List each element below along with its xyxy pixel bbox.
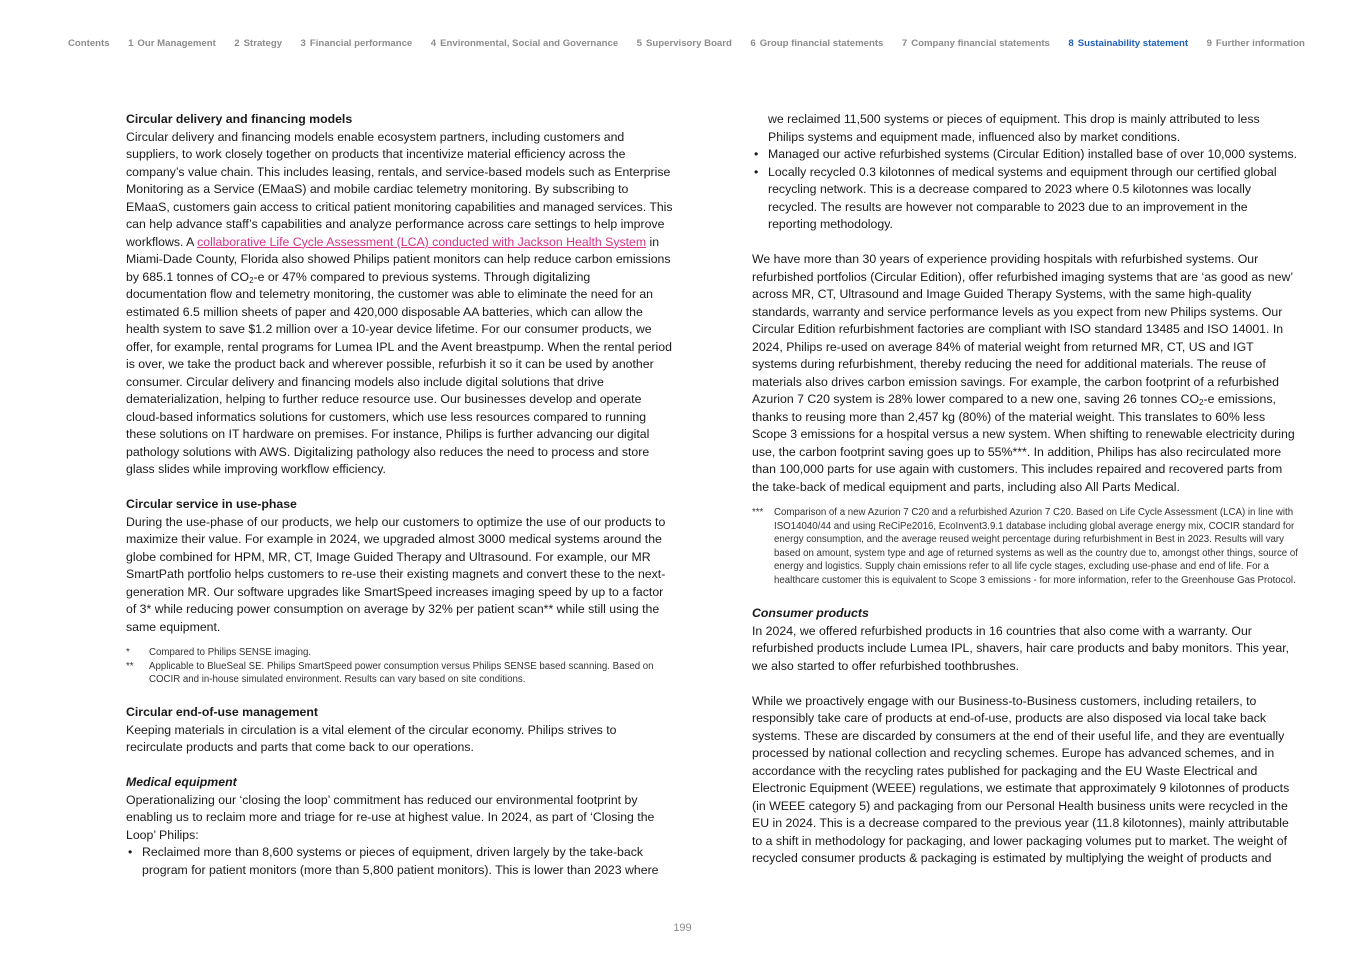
nav-label: Further information <box>1215 38 1305 49</box>
footnote <box>126 660 674 687</box>
heading-end-of-use: Circular end-of-use management <box>126 705 319 720</box>
right-column <box>752 111 1298 868</box>
nav-label: Supervisory Board <box>646 38 732 49</box>
nav-contents[interactable]: Contents <box>68 38 110 49</box>
nav-sustainability-statement[interactable] <box>1068 38 1188 49</box>
footnote <box>126 646 674 660</box>
subscript: 2 <box>249 275 254 285</box>
list-item: • Managed our active refurbished systems (Circular Edition) installed base of over 10,000 systems. <box>752 146 1298 164</box>
text-segment: -e or 47% compared to previous systems. Through digitalizing documentation flow and telemetry monitoring, the customer was able to eliminate the need for an estimated 6.5 million sheets of paper and 420,000 disposable AA batteries, which can allow the health system to save $1.2 million over a 10-year device lifetime. For our consumer products, we offer, for example, rental programs for Lumea IPL and the Avent breastpump. When the rental period is over, we take the product back and wherever possible, refurbish it so it can be used by another consumer. Circular delivery and financing models also include digital solutions that drive dematerialization, helping to further reduce resource use. Our businesses develop and operate cloud-based informatics solutions for customers, which use less resources compared to running these solutions on IT hardware on premises. For instance, Philips is further advancing our digital pathology solutions with AWS. Digitalizing pathology also reduces the need to process and store glass slides while improving workflow efficiency. <box>126 269 672 476</box>
heading-circular-delivery: Circular delivery and financing models <box>126 112 353 126</box>
nav-company-financial-statements[interactable] <box>902 38 1050 49</box>
text-segment: We have more than 30 years of experience providing hospitals with refurbished systems. Our refurbished portfolios (Circular Edition), offer refurbished imaging systems that are ‘as good as new’ across MR, CT, Ultrasound and Image Guided Therapy Systems, with the same high-quality standards, warranty and service performance levels as you expect from new Philips systems. Our Circular Edition refurbishment factories are compliant with ISO standard 13485 and ISO 14001. In 2024, Philips re-used on average 84% of material weight from returned MR, CT, US and IGT systems during refurbishment, thereby reducing the need for additional materials. The reuse of materials also drives carbon emission savings. For example, the carbon footprint of a refurbished Azurion 7 C20 system is 28% lower compared to a new one, saving 26 tonnes CO <box>752 252 1293 406</box>
nav-number: 6 <box>750 38 756 49</box>
subscript: 2 <box>1199 398 1204 407</box>
left-column <box>126 111 674 879</box>
paragraph-medical-equipment: Operationalizing our ‘closing the loop’ commitment has reduced our environmental footprint by enabling us to reclaim more and triage for re-use at highest value. In 2024, as part of ‘Closing the Loop’ Philips: <box>126 792 655 842</box>
text-segment: Circular delivery and financing models enable ecosystem partners, including customers and suppliers, to work closely together on products that incentivize material efficiency across the company’s value chain. This includes leasing, rentals, and service-based models such as Enterprise Monitoring as a Service (EMaaS) and mobile cardiac telemetry monitoring. By subscribing to EMaaS, customers gain access to critical patient monitoring capabilities and managed services. This can help advance staff’s capabilities and analyze performance across care settings to help improve workflows. A <box>126 129 673 249</box>
nav-label: Our Management <box>137 38 216 49</box>
paragraph-consumer-recycling: While we proactively engage with our Business-to-Business customers, including retailers, to responsibly take care of products at end-of-use, products are also disposed via local take back systems. These are discarded by consumers at the end of their useful life, and they are eventually processed by national collection and recycling schemes. Europe has advanced schemes, and in accordance with the recycling rates published for packaging and the EU Waste Electrical and Electronic Equipment (WEEE) regulations, we estimate that approximately 9 kilotonnes of products (in WEEE category 5) and packaging from our Personal Health business units were recycled in the EU in 2024. This is a decrease compared to the previous year (11.8 kilotonnes), mainly attributable to a shift in methodology for packaging, and lower packaging volumes put to market. The weight of recycled consumer products & packaging is estimated by multiplying the weight of products and <box>752 693 1290 866</box>
paragraph-consumer-refurbished: In 2024, we offered refurbished products in 16 countries that also come with a warranty. Our refurbished products include Lumea IPL, shavers, hair care products and baby monitors. This year, we also started to offer refurbished toothbrushes. <box>752 623 1290 673</box>
nav-label: Company financial statements <box>911 38 1050 49</box>
top-navigation <box>68 38 1345 49</box>
heading-medical-equipment: Medical equipment <box>126 775 237 790</box>
closing-loop-list-continued <box>752 146 1298 234</box>
nav-further-information[interactable] <box>1207 38 1305 49</box>
footnote-mark: *** <box>752 507 764 518</box>
nav-strategy[interactable] <box>234 38 282 49</box>
nav-number: 7 <box>901 38 908 49</box>
heading-circular-service: Circular service in use-phase <box>126 497 297 511</box>
nav-financial-performance[interactable] <box>301 38 413 49</box>
text-segment: -e emissions, thanks to reusing more than 2,457 kg (80%) of the material weight. This translates to 60% less Scope 3 emissions for a hospital versus a new system. When shifting to renewable electricity during use, the carbon footprint saving goes up to 55%***. In addition, Philips has also recirculated more than 100,000 parts for use again with customers. This includes repaired and recovered parts from the take-back of medical equipment and parts, including also All Parts Medical. <box>752 392 1295 494</box>
nav-label: Financial performance <box>309 38 413 49</box>
closing-loop-list <box>126 844 674 879</box>
nav-esg[interactable] <box>431 38 618 49</box>
nav-number: 8 <box>1068 38 1074 49</box>
nav-label: Strategy <box>243 38 283 49</box>
lca-jackson-health-link[interactable]: collaborative Life Cycle Assessment (LCA) conducted with Jackson Health System <box>197 234 647 249</box>
nav-number: 2 <box>234 38 240 49</box>
footnote-text: Comparison of a new Azurion 7 C20 and a refurbished Azurion 7 C20. Based on Life Cycle Assessment (LCA) in line with ISO14040/44 and using ReCiPe2016, EcoInvent3.9.1 database including global average energy mix, COCIR standard for energy consumption, and the average reused weight percentage during refurbishment in Best in 2023. Results will vary based on amount, system type and age of returned systems as well as the country due to, amongst other things, source of energy and logistics. Supply chain emissions refer to all life cycle stages, excluding use-phase and end of life. For a healthcare customer this is equivalent to Scope 3 emissions - for more information, refer to the Greenhouse Gas Protocol. <box>774 507 1298 586</box>
footnote-mark: ** <box>126 660 134 672</box>
nav-number: 3 <box>300 38 306 49</box>
footnotes-right <box>752 506 1298 588</box>
nav-group-financial-statements[interactable] <box>750 38 883 49</box>
page-number: 199 <box>673 922 692 934</box>
nav-number: 9 <box>1206 38 1212 49</box>
footnote <box>752 506 1298 588</box>
paragraph-refurbished-systems <box>752 251 1298 496</box>
nav-supervisory-board[interactable] <box>637 38 732 49</box>
nav-number: 1 <box>128 38 134 49</box>
nav-label: Group financial statements <box>759 38 884 49</box>
text-segment: in Miami-Dade County, Florida also showed Philips patient monitors can help reduce carbon emissions by 685.1 tonnes of CO <box>126 234 671 284</box>
list-item: • Reclaimed more than 8,600 systems or pieces of equipment, driven largely by the take-back program for patient monitors (more than 5,800 patient monitors). This is lower than 2023 where <box>126 844 674 879</box>
paragraph-circular-service: During the use-phase of our products, we help our customers to optimize the use of our products to maximize their value. For example in 2024, we upgraded almost 3000 medical systems around the globe combined for HPM, MR, CT, Image Guided Therapy and Ultrasound. For example, our MR SmartPath portfolio helps customers to re-use their existing magnets and convert these to the next-generation MR. Our software upgrades like SmartSpeed increases imaging speed by up to a factor of 3* while reducing power consumption on average by 32% per patient scan** while still using the same equipment. <box>126 514 666 634</box>
footnote-mark: * <box>126 647 130 658</box>
paragraph-end-of-use: Keeping materials in circulation is a vital element of the circular economy. Philips strives to recirculate products and parts that come back to our operations. <box>126 722 617 755</box>
footnotes-left <box>126 646 674 687</box>
heading-consumer-products: Consumer products <box>752 606 869 621</box>
nav-our-management[interactable] <box>128 38 216 49</box>
nav-number: 4 <box>430 38 437 49</box>
list-item-continued: we reclaimed 11,500 systems or pieces of equipment. This drop is mainly attributed to less Philips systems and equipment made, influenced also by market conditions. <box>768 112 1260 144</box>
paragraph-circular-delivery <box>126 129 674 479</box>
nav-number: 5 <box>636 38 643 49</box>
list-item: • Locally recycled 0.3 kilotonnes of medical systems and equipment through our certified global recycling network. This is a decrease compared to 2023 where 0.5 kilotonnes was locally recycled. The results are however not comparable to 2023 due to an improvement in the reporting methodology. <box>752 164 1298 234</box>
footnote-text: Applicable to BlueSeal SE. Philips SmartSpeed power consumption versus Philips SENSE based scanning. Based on COCIR and in-house simulated environment. Results can vary based on site conditions. <box>149 660 654 686</box>
footnote-text: Compared to Philips SENSE imaging. <box>149 647 312 658</box>
nav-label: Sustainability statement <box>1077 38 1189 49</box>
nav-label: Environmental, Social and Governance <box>440 38 619 49</box>
